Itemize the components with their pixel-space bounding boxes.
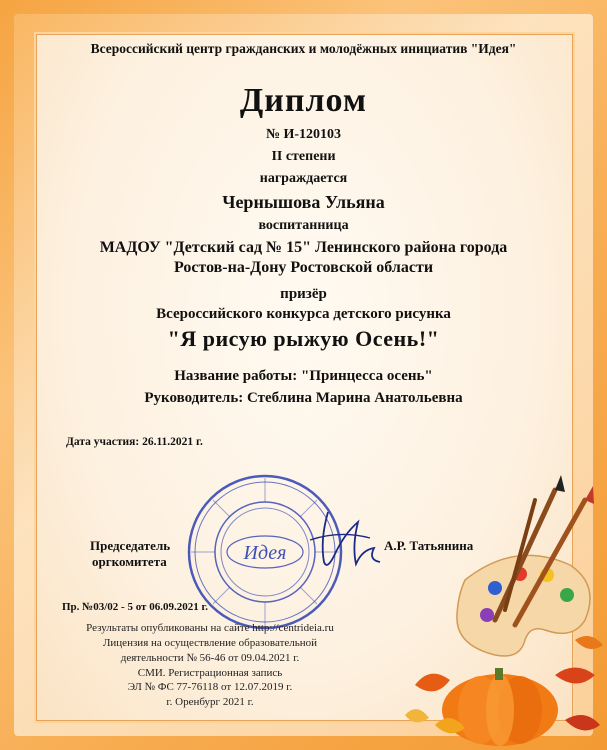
participation-date: Дата участия: 26.11.2021 г. bbox=[66, 436, 203, 448]
info-line-2: Лицензия на осуществление образовательной bbox=[102, 637, 318, 649]
organization-name: Всероссийский центр гражданских и молодёжных инициатив "Идея" bbox=[90, 41, 517, 56]
diploma-degree: II степени bbox=[271, 149, 336, 164]
recipient-role: воспитанница bbox=[258, 218, 349, 233]
institution-line-1: МАДОУ "Детский сад № 15" Ленинского района города bbox=[99, 239, 508, 256]
diploma-title: Диплом bbox=[239, 82, 368, 119]
recipient-name: Чернышова Ульяна bbox=[222, 192, 385, 212]
info-line-5: ЭЛ № ФС 77-76118 от 12.07.2019 г. bbox=[127, 681, 293, 693]
contest-name: Всероссийского конкурса детского рисунка bbox=[156, 306, 451, 322]
pumpkin-icon bbox=[442, 668, 558, 746]
info-line-1: Результаты опубликованы на сайте http://centrideia.ru bbox=[86, 622, 334, 634]
seal-center-text: Идея bbox=[243, 542, 287, 564]
institution-line-2: Ростов-на-Дону Ростовской области bbox=[173, 259, 434, 276]
order-number: Пр. №03/02 - 5 от 06.09.2021 г. bbox=[62, 601, 208, 613]
contest-title: "Я рисую рыжую Осень!" bbox=[167, 326, 440, 351]
info-line-6: г. Оренбург 2021 г. bbox=[166, 696, 254, 708]
chair-label-line-1: Председатель bbox=[90, 538, 171, 553]
signer-name: А.Р. Татьянина bbox=[384, 538, 474, 553]
award-rank: призёр bbox=[280, 286, 327, 302]
awarded-label: награждается bbox=[259, 171, 348, 186]
work-title: Название работы: "Принцесса осень" bbox=[174, 368, 433, 384]
info-line-4: СМИ. Регистрационная запись bbox=[137, 667, 283, 679]
chair-label-line-2: оргкомитета bbox=[92, 554, 167, 569]
leader-name: Руководитель: Стеблина Марина Анатольевна bbox=[144, 390, 463, 406]
diploma-number: № И-120103 bbox=[265, 127, 342, 142]
info-line-3: деятельности № 56-46 от 09.04.2021 г. bbox=[120, 652, 300, 664]
signature bbox=[300, 500, 390, 580]
autumn-decoration bbox=[395, 470, 607, 750]
